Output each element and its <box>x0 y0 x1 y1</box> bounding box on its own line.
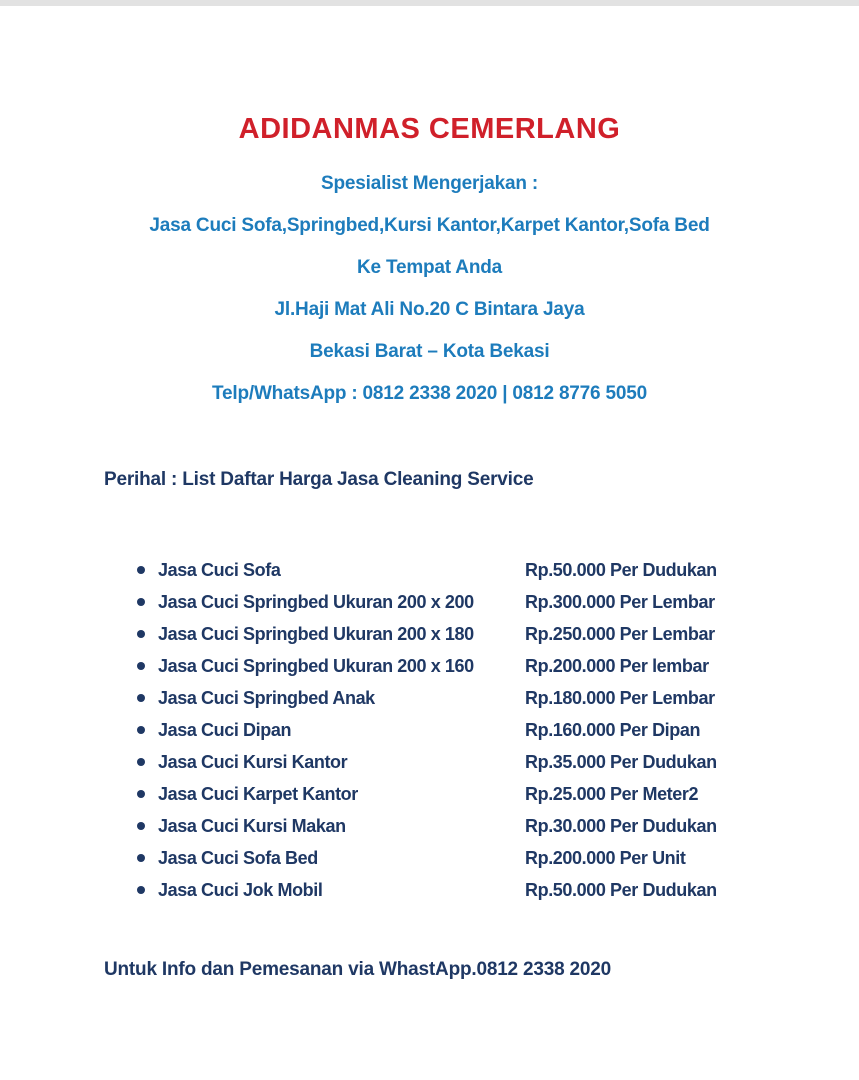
city-line: Bekasi Barat – Kota Bekasi <box>309 341 550 362</box>
item-label: Jasa Cuci Kursi Makan <box>158 815 346 836</box>
list-item <box>0 650 859 682</box>
list-item <box>0 618 859 650</box>
item-price: Rp.25.000 Per Meter2 <box>525 783 699 804</box>
bullet-icon <box>137 662 145 670</box>
list-item <box>0 778 859 810</box>
item-label: Jasa Cuci Sofa Bed <box>158 847 318 868</box>
item-label: Jasa Cuci Springbed Ukuran 200 x 180 <box>158 623 474 644</box>
subject-line: Perihal : List Daftar Harga Jasa Cleaning Service <box>104 469 534 490</box>
business-name: ADIDANMAS CEMERLANG <box>238 113 621 145</box>
list-item <box>0 746 859 778</box>
item-price: Rp.300.000 Per Lembar <box>525 591 715 612</box>
item-price: Rp.160.000 Per Dipan <box>525 719 701 740</box>
bullet-icon <box>137 598 145 606</box>
item-price: Rp.180.000 Per Lembar <box>525 687 715 708</box>
list-item <box>0 810 859 842</box>
item-price: Rp.250.000 Per Lembar <box>525 623 715 644</box>
list-item <box>0 554 859 586</box>
phone-line: Telp/WhatsApp : 0812 2338 2020 | 0812 8776 5050 <box>212 383 647 404</box>
bullet-icon <box>137 694 145 702</box>
item-price: Rp.50.000 Per Dudukan <box>525 879 717 900</box>
bullet-icon <box>137 790 145 798</box>
price-list <box>0 554 859 906</box>
item-label: Jasa Cuci Jok Mobil <box>158 879 323 900</box>
footer-note: Untuk Info dan Pemesanan via WhastApp.0812 2338 2020 <box>104 959 612 980</box>
address-line: Jl.Haji Mat Ali No.20 C Bintara Jaya <box>274 299 585 320</box>
item-label: Jasa Cuci Karpet Kantor <box>158 783 358 804</box>
item-price: Rp.200.000 Per Unit <box>525 847 686 868</box>
bullet-icon <box>137 886 145 894</box>
bullet-icon <box>137 726 145 734</box>
item-label: Jasa Cuci Dipan <box>158 719 292 740</box>
bullet-icon <box>137 822 145 830</box>
bullet-icon <box>137 758 145 766</box>
item-label: Jasa Cuci Kursi Kantor <box>158 751 348 772</box>
item-price: Rp.50.000 Per Dudukan <box>525 559 717 580</box>
list-item <box>0 842 859 874</box>
list-item <box>0 874 859 906</box>
list-item <box>0 714 859 746</box>
bullet-icon <box>137 854 145 862</box>
item-label: Jasa Cuci Springbed Ukuran 200 x 160 <box>158 655 474 676</box>
item-price: Rp.35.000 Per Dudukan <box>525 751 717 772</box>
bullet-icon <box>137 630 145 638</box>
coverage-line: Ke Tempat Anda <box>357 257 502 278</box>
item-label: Jasa Cuci Sofa <box>158 559 281 580</box>
item-label: Jasa Cuci Springbed Anak <box>158 687 375 708</box>
subtitle-line: Spesialist Mengerjakan : <box>321 173 538 194</box>
item-label: Jasa Cuci Springbed Ukuran 200 x 200 <box>158 591 474 612</box>
services-line: Jasa Cuci Sofa,Springbed,Kursi Kantor,Karpet Kantor,Sofa Bed <box>149 215 710 236</box>
list-item <box>0 682 859 714</box>
list-item <box>0 586 859 618</box>
bullet-icon <box>137 566 145 574</box>
document-header <box>0 6 859 406</box>
item-price: Rp.200.000 Per lembar <box>525 655 709 676</box>
item-price: Rp.30.000 Per Dudukan <box>525 815 717 836</box>
